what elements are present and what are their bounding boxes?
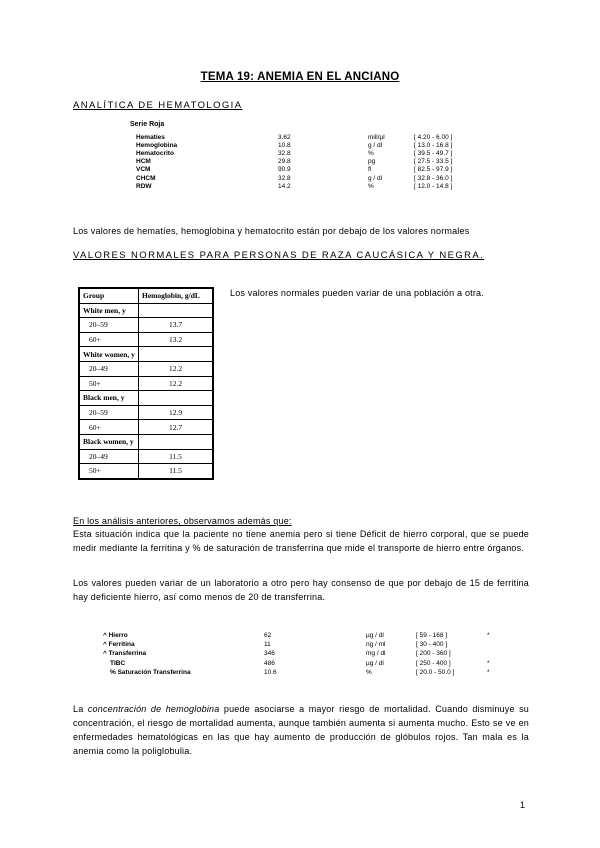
iron-range: [ 200 - 360 ] <box>416 650 451 658</box>
iron-name: TIBC <box>110 659 126 667</box>
table-row <box>79 332 213 347</box>
iron-unit: mg / dl <box>366 650 386 658</box>
iron-name: ^ Hierro <box>103 632 128 639</box>
table-row <box>79 449 213 464</box>
hemoglobin-table <box>78 287 214 480</box>
serie-roja-value: 14.2 <box>278 182 291 190</box>
age-range: 50+ <box>79 464 139 479</box>
iron-range: [ 20.0 - 50.0 ] <box>416 668 455 676</box>
table-row <box>79 361 213 376</box>
serie-roja-value: 90.9 <box>278 166 291 174</box>
table-row <box>79 420 213 435</box>
paragraph-situacion: Esta situación indica que la paciente no tiene anemia pero si tiene Déficit de hierro corporal, que se puede medir mediante la ferritina y % de saturación de transferrina que mide el transporte de hierro entre órganos. <box>73 529 529 553</box>
table-row <box>79 464 213 479</box>
iron-range: [ 59 - 168 ] <box>416 632 448 639</box>
table-row <box>79 376 213 391</box>
paragraph-hemoglobina-pre: La <box>73 704 88 714</box>
age-range: 20–49 <box>79 361 139 376</box>
table-row <box>79 347 213 362</box>
iron-unit: ng / ml <box>366 641 386 649</box>
serie-roja-unit: % <box>368 150 374 158</box>
iron-name: ^ Ferritina <box>103 641 135 649</box>
serie-roja-value: 3.62 <box>278 134 291 141</box>
iron-value: 486 <box>264 659 275 667</box>
serie-roja-unit: % <box>368 182 374 190</box>
age-range: 60+ <box>79 420 139 435</box>
serie-roja-unit: g / dl <box>368 142 383 150</box>
paragraph-hemoglobina <box>73 702 529 758</box>
iron-unit: % <box>366 668 372 676</box>
page-number: 1 <box>520 800 526 810</box>
hemoglobin-value <box>139 434 214 449</box>
paragraph-hematies: Los valores de hematíes, hemoglobina y hematocrito están por debajo de los valores normales <box>73 226 470 236</box>
serie-roja-name: HCM <box>136 158 151 166</box>
iron-mark: * <box>487 632 490 639</box>
table-row <box>79 434 213 449</box>
iron-value: 62 <box>264 632 272 639</box>
serie-roja-unit: pg <box>368 158 376 166</box>
table-row <box>79 303 213 318</box>
iron-name: % Saturación Transferrina <box>110 668 191 676</box>
serie-roja-range: [ 13.0 - 16.8 ] <box>414 142 453 150</box>
hemoglobin-value <box>139 391 214 406</box>
iron-range: [ 250 - 400 ] <box>416 659 451 667</box>
group-label: White men, y <box>79 303 139 318</box>
section-heading-hematologia: ANALÍTICA DE HEMATOLOGIA <box>73 100 243 111</box>
paragraph-variar: Los valores normales pueden variar de una población a otra. <box>230 288 484 298</box>
table-row <box>79 405 213 420</box>
age-range: 60+ <box>79 332 139 347</box>
serie-roja-value: 10.8 <box>278 142 291 150</box>
serie-roja-value: 29.8 <box>278 158 291 166</box>
age-range: 20–59 <box>79 405 139 420</box>
hemoglobin-value: 12.9 <box>139 405 214 420</box>
serie-roja-unit: fl <box>368 166 372 174</box>
iron-range: [ 30 - 400 ] <box>416 641 448 649</box>
hemoglobin-value: 11.5 <box>139 449 214 464</box>
iron-value: 10.6 <box>264 668 277 676</box>
hemoglobin-value <box>139 347 214 362</box>
serie-roja-range: [ 32.8 - 36.0 ] <box>414 174 453 182</box>
serie-roja-name: VCM <box>136 166 151 174</box>
page-title: TEMA 19: ANEMIA EN EL ANCIANO <box>200 71 400 83</box>
serie-roja-name: CHCM <box>136 174 156 182</box>
serie-roja-range: [ 4.20 - 6.00 ] <box>414 134 453 141</box>
serie-roja-unit: mill/µl <box>368 134 385 141</box>
iron-value: 346 <box>264 650 275 658</box>
serie-roja-range: [ 82.5 - 97.9 ] <box>414 166 453 174</box>
group-label: White women, y <box>79 347 139 362</box>
serie-roja-name: Hematocrito <box>136 150 174 158</box>
age-range: 20–49 <box>79 449 139 464</box>
group-label: Black men, y <box>79 391 139 406</box>
iron-mark: * <box>487 659 490 667</box>
hemoglobin-value: 12.7 <box>139 420 214 435</box>
iron-unit: µg / dl <box>366 659 384 667</box>
table-row <box>79 391 213 406</box>
serie-roja-range: [ 12.0 - 14.8 ] <box>414 182 453 190</box>
hemoglobin-value: 12.2 <box>139 361 214 376</box>
iron-unit: µg / dl <box>366 632 384 639</box>
age-range: 50+ <box>79 376 139 391</box>
hemoglobin-value: 13.7 <box>139 318 214 333</box>
serie-roja-name: Hematíes <box>136 134 165 141</box>
age-range: 20–59 <box>79 318 139 333</box>
serie-roja-heading: Serie Roja <box>130 121 165 128</box>
iron-value: 11 <box>264 641 271 649</box>
hemoglobin-value <box>139 303 214 318</box>
section-heading-valores-normales: VALORES NORMALES PARA PERSONAS DE RAZA CAUCÁSICA Y NEGRA. <box>73 250 485 261</box>
paragraph-hemoglobina-emphasis: concentración de hemoglobina <box>87 704 220 714</box>
hemoglobin-value: 12.2 <box>139 376 214 391</box>
serie-roja-range: [ 39.5 - 49.7 ] <box>414 150 453 158</box>
serie-roja-name: Hemoglobina <box>136 142 178 150</box>
column-header-hemoglobin: Hemoglobin, g/dL <box>139 288 214 303</box>
serie-roja-value: 32.8 <box>278 174 291 182</box>
table-row <box>79 318 213 333</box>
paragraph-laboratorio: Los valores pueden variar de un laboratorio a otro pero hay consenso de que por debajo de 15 de ferritina hay deficiente hierro, así como menos de 20 de transferrina. <box>73 578 529 602</box>
column-header-group: Group <box>79 288 139 303</box>
hemoglobin-value: 13.2 <box>139 332 214 347</box>
serie-roja-range: [ 27.5 - 33.5 ] <box>414 158 453 166</box>
iron-name: ^ Transferrina <box>103 650 147 658</box>
hemoglobin-value: 11.5 <box>139 464 214 479</box>
serie-roja-value: 32.8 <box>278 150 291 158</box>
iron-mark: * <box>487 668 490 676</box>
serie-roja-unit: g / dl <box>368 174 383 182</box>
serie-roja-name: RDW <box>136 182 152 190</box>
section-heading-analisis: En los análisis anteriores, observamos además que: <box>73 516 292 526</box>
paragraph-hemoglobina-post: puede asociarse a mayor riesgo de mortalidad. Cuando disminuye su concentración, el riesgo de mortalidad aumenta, aunque también aumenta si aumenta mucho. Esto se ve en enfermedades hematológicas en las que hay aumento de producción de glóbulos rojos. Tan mala es la anemia como la poliglobulia. <box>73 704 529 756</box>
group-label: Black women, y <box>79 434 139 449</box>
